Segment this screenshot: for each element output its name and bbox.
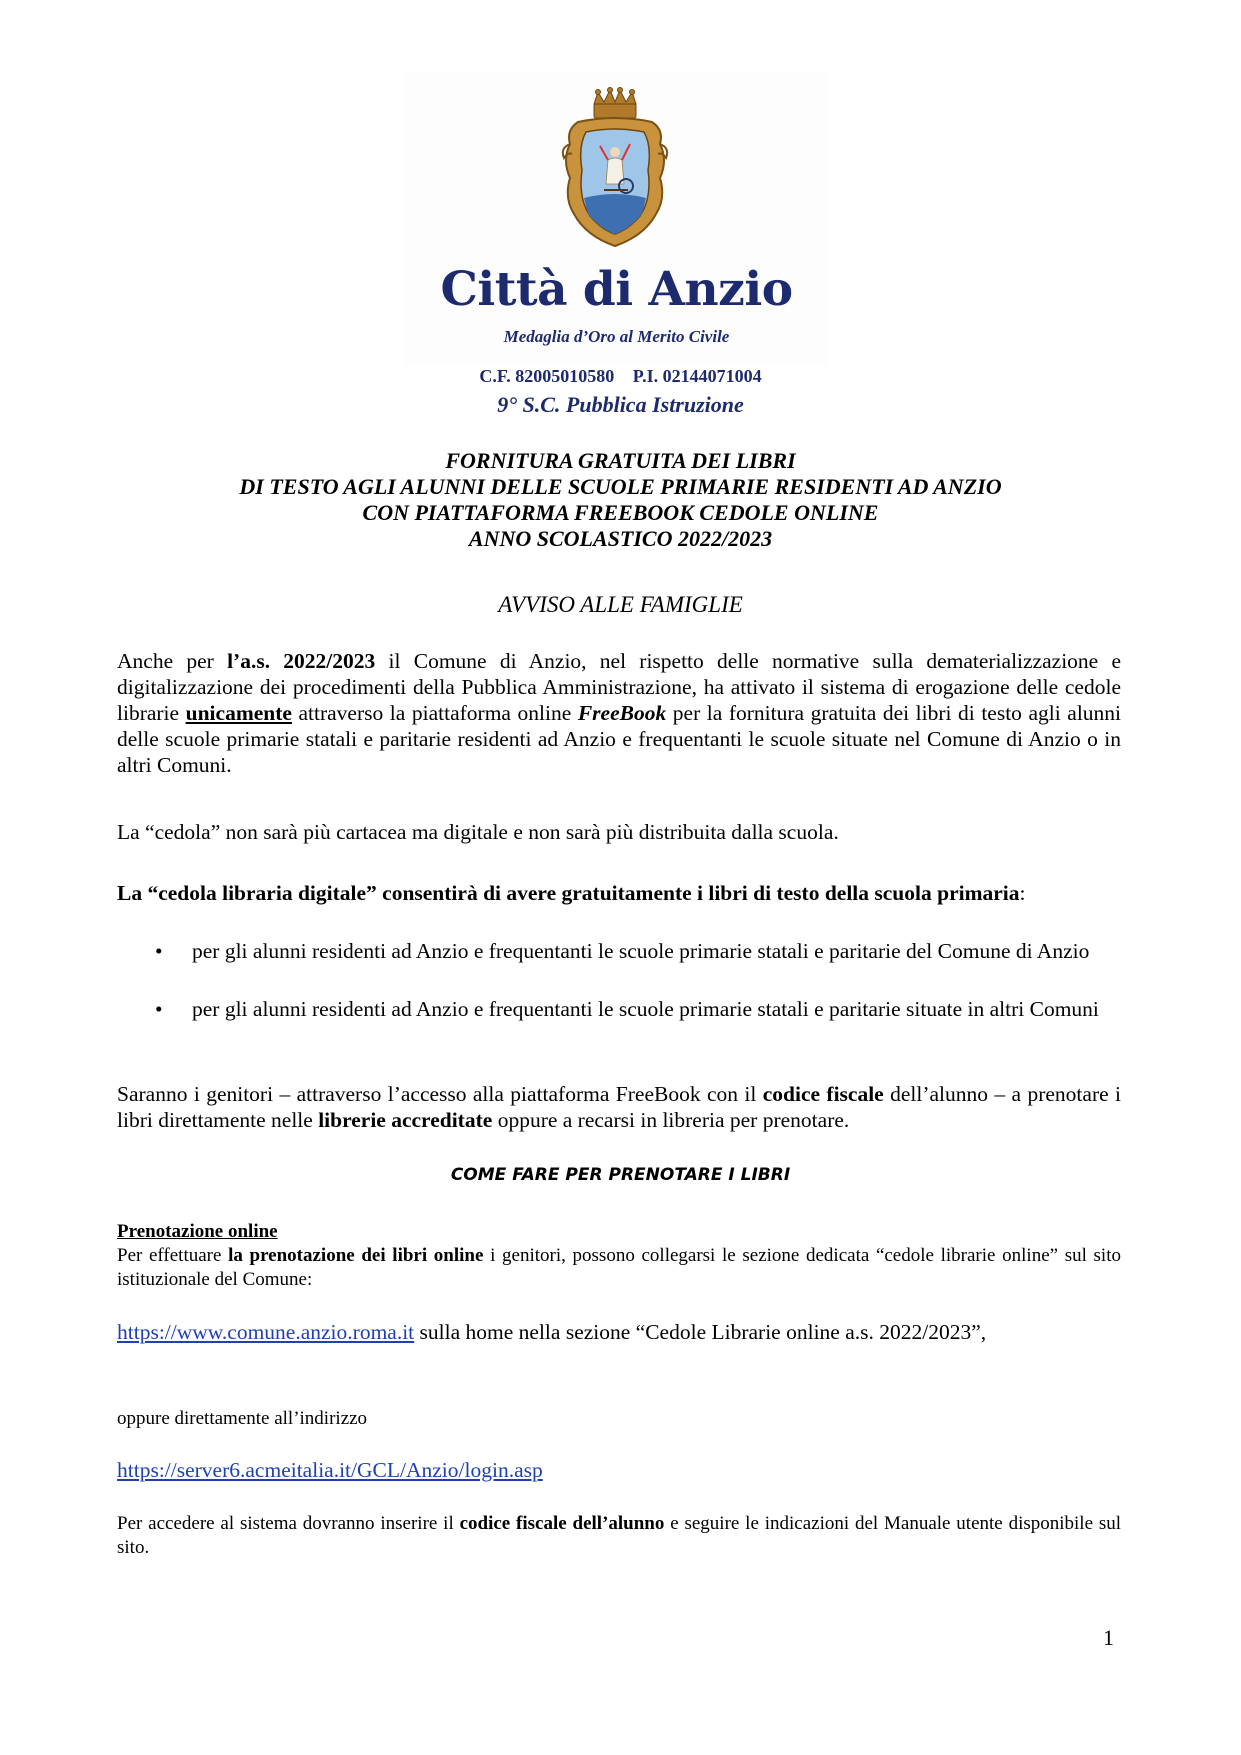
online-booking-text: Per effettuare la prenotazione dei libri online i genitori, possono collegarsi le sezione dedicata “cedole librarie online” sul sito istituzionale del Comune: (117, 1245, 1121, 1290)
login-link[interactable]: https://server6.acmeitalia.it/GCL/Anzio/login.asp (117, 1458, 543, 1482)
notice-heading: AVVISO ALLE FAMIGLIE (498, 592, 743, 617)
alternative-text: oppure direttamente all’indirizzo (117, 1408, 368, 1429)
title-line: ANNO SCOLASTICO 2022/2023 (468, 526, 773, 551)
tax-codes (0, 366, 1241, 387)
bullet-icon: • (155, 939, 163, 963)
office-name: 9° S.C. Pubblica Istruzione (497, 392, 744, 417)
cedola-paragraph: La “cedola” non sarà più cartacea ma digitale e non sarà più distribuita dalla scuola. (117, 820, 839, 844)
benefit-paragraph: La “cedola libraria digitale” consentirà di avere gratuitamente i libri di testo della scuola primaria: (117, 881, 1026, 905)
section-heading: COME FARE PER PRENOTARE I LIBRI (450, 1165, 791, 1185)
city-motto: Medaglia d’Oro al Merito Civile (503, 327, 730, 346)
access-instructions: Per accedere al sistema dovranno inserire il codice fiscale dell’alunno e seguire le indicazioni del Manuale utente disponibile sul sito. (117, 1513, 1122, 1558)
coat-of-arms-icon (560, 86, 670, 254)
bullet-icon: • (155, 997, 163, 1021)
city-logo (405, 72, 828, 365)
municipality-link[interactable]: https://www.comune.anzio.roma.it (117, 1320, 415, 1344)
document-title (0, 448, 1241, 552)
municipality-link-line: https://www.comune.anzio.roma.it sulla home nella sezione “Cedole Librarie online a.s. 2022/2023”, (117, 1320, 987, 1344)
title-line: CON PIATTAFORMA FREEBOOK CEDOLE ONLINE (362, 500, 879, 525)
document-page: Città di Anzio Medaglia d’Oro al Merito Civile C.F. 82005010580 P.I. 02144071004 9° S.C. Pubblica Istruzione FORNITURA GRATUITA DEI LIBRI DI TESTO AGLI ALUNNI DELLE SCUOLE PRIMARIE RESIDENTI AD ANZIO CON PIATTAFORMA FREEBOOK CEDOLE ONLINE ANNO SCOLASTICO 2022/2023 AVVISO ALLE FAMIGLIE Anche per l’a.s. 2022/2023 il Comune di Anzio, nel rispetto delle normative sulla dematerializzazione e digitalizzazione dei procedimenti della Pubblica Amministrazione, ha attivato il sistema di erogazione delle cedole librarie unicamente attraverso la piattaforma online FreeBook per la fornitura gratuita dei libri di testo agli alunni delle scuole primarie statali e paritarie residenti ad Anzio e frequentanti le scuole situate nel Comune di Anzio o in altri Comuni. La “cedola” non sarà più cartacea ma digitale e non sarà più distribuita dalla scuola. La “cedola libraria digitale” consentirà di avere gratuitamente i libri di testo della scuola primaria: • per gli alunni residenti ad Anzio e frequentanti le scuole primarie statali e paritarie del Comune di Anzio • per gli alunni residenti ad Anzio e frequentanti le scuole primarie statali e paritarie situate in altri Comuni Saranno i genitori – attraverso l’accesso alla piattaforma FreeBook con il codice fiscale dell’alunno – a prenotare i libri direttamente nelle librerie accreditate oppure a recarsi in libreria per prenotare. COME FARE PER PRENOTARE I LIBRI Prenotazione online Per effettuare la prenotazione dei libri online i genitori, possono collegarsi le sezione dedicata “cedole librarie online” sul sito istituzionale del Comune: https://www.comune.anzio.roma.it sulla home nella sezione “Cedole Librarie online a.s. 2022/2023”, oppure direttamente all’indirizzo https://server6.acmeitalia.it/GCL/Anzio/login.asp Per accedere al sistema dovranno inserire il codice fiscale dell’alunno e seguire le indicazioni del Manuale utente disponibile sul sito. 1 (0, 0, 1241, 1755)
login-link-line (117, 1458, 543, 1483)
fiscal-code: C.F. 82005010580 (479, 366, 615, 386)
title-line: FORNITURA GRATUITA DEI LIBRI (445, 448, 796, 473)
city-name: Città di Anzio (440, 262, 793, 317)
parents-paragraph: Saranno i genitori – attraverso l’accesso alla piattaforma FreeBook con il codice fiscale dell’alunno – a prenotare i libri direttamente nelle librerie accreditate oppure a recarsi in libreria per prenotare. (117, 1082, 1121, 1132)
page-number: 1 (1103, 1625, 1114, 1650)
vat-number: P.I. 02144071004 (632, 366, 762, 386)
online-booking-heading: Prenotazione online (117, 1221, 278, 1242)
title-line: DI TESTO AGLI ALUNNI DELLE SCUOLE PRIMARIE RESIDENTI AD ANZIO (239, 474, 1002, 499)
intro-paragraph: Anche per l’a.s. 2022/2023 il Comune di Anzio, nel rispetto delle normative sulla dematerializzazione e digitalizzazione dei procedimenti della Pubblica Amministrazione, ha attivato il sistema di erogazione delle cedole librarie unicamente attraverso la piattaforma online FreeBook per la fornitura gratuita dei libri di testo agli alunni delle scuole primarie statali e paritarie residenti ad Anzio e frequentanti le scuole situate nel Comune di Anzio o in altri Comuni. (117, 649, 1122, 777)
